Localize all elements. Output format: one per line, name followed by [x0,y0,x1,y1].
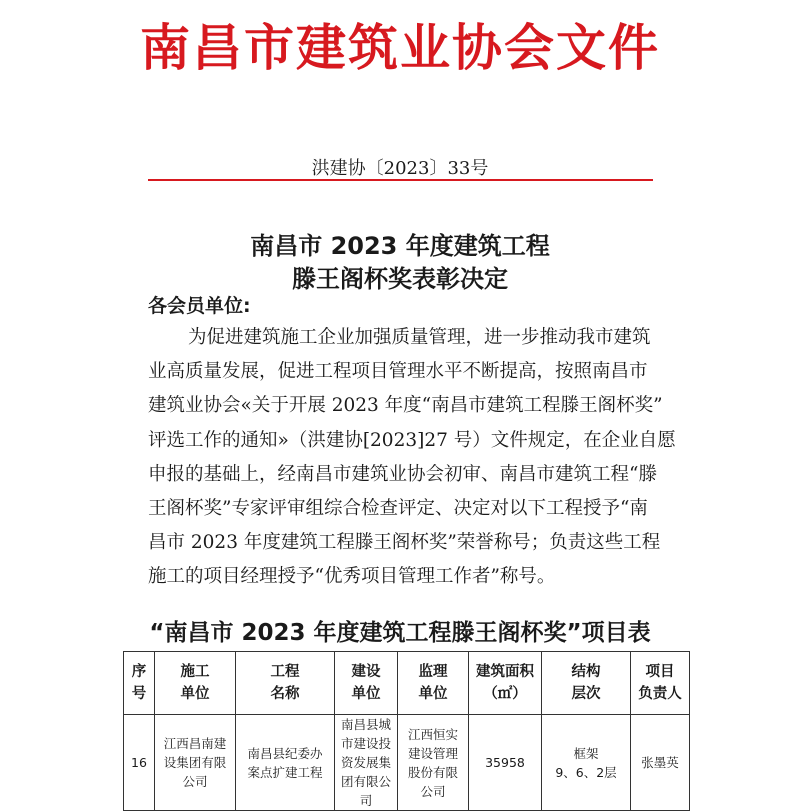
organization-letterhead: 南昌市建筑业协会文件 [140,19,660,77]
cell-manager: 张墨英 [631,715,690,811]
body-line: 业高质量发展，促进工程项目管理水平不断提高，按照南昌市 [148,361,648,382]
header-area: 建筑面积 （㎡） [469,652,542,715]
cell-supervisor: 江西恒实 建设管理 股份有限 公司 [398,715,469,811]
cell-contractor: 江西昌南建 设集团有限 公司 [155,715,236,811]
table-header-row [124,652,690,715]
red-divider [148,179,653,181]
document-title-line-1: 南昌市 2023 年度建筑工程 [250,232,550,260]
document-title-line-2: 滕王阁杯奖表彰决定 [292,265,508,293]
header-developer: 建设 单位 [335,652,398,715]
cell-structure: 框架 9、6、2层 [542,715,631,811]
header-supervisor: 监理 单位 [398,652,469,715]
header-manager: 项目 负责人 [631,652,690,715]
body-line: 建筑业协会«关于开展 2023 年度“南昌市建筑工程滕王阁杯奖” [148,395,663,416]
cell-project: 南昌县纪委办 案点扩建工程 [236,715,335,811]
cell-area: 35958 [469,715,542,811]
award-table [123,651,690,811]
cell-no: 16 [124,715,155,811]
body-line: 王阁杯奖”专家评审组综合检查评定、决定对以下工程授予“南 [148,498,648,519]
body-line: 评选工作的通知»（洪建协[2023]27 号）文件规定，在企业自愿 [148,430,676,451]
table-row [124,715,690,811]
cell-developer: 南昌县城 市建设投 资发展集 团有限公 司 [335,715,398,811]
body-line: 为促进建筑施工企业加强质量管理，进一步推动我市建筑 [188,327,651,348]
document-number: 洪建协〔2023〕33号 [311,158,489,179]
body-line: 申报的基础上，经南昌市建筑业协会初审、南昌市建筑工程“滕 [148,464,657,485]
body-line: 施工的项目经理授予“优秀项目管理工作者”称号。 [148,566,556,587]
salutation: 各会员单位: [148,295,251,317]
header-structure: 结构 层次 [542,652,631,715]
header-no: 序 号 [124,652,155,715]
table-title: “南昌市 2023 年度建筑工程滕王阁杯奖”项目表 [149,620,651,646]
body-line: 昌市 2023 年度建筑工程滕王阁杯奖”荣誉称号；负责这些工程 [148,532,661,553]
header-contractor: 施工 单位 [155,652,236,715]
header-project: 工程 名称 [236,652,335,715]
